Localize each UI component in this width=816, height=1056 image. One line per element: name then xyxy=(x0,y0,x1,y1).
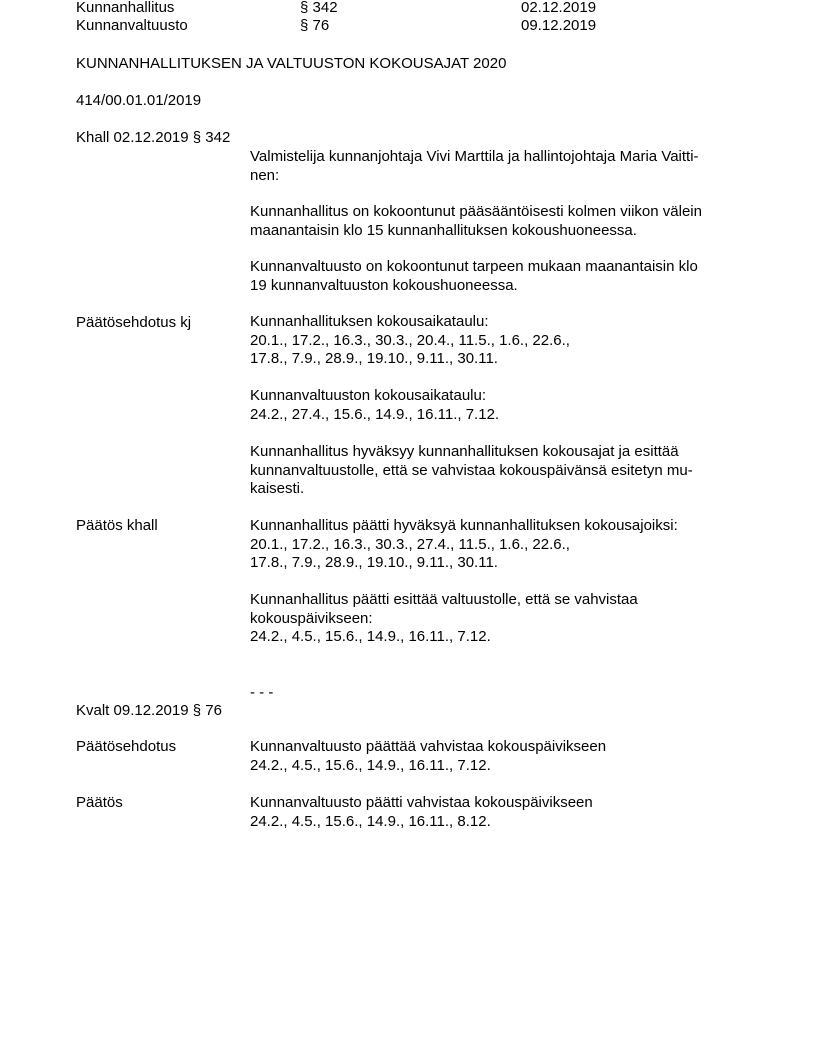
text-line: 17.8., 7.9., 28.9., 19.10., 9.11., 30.11. xyxy=(250,350,498,367)
proposal-paragraph xyxy=(250,443,740,499)
khall-reference: Khall 02.12.2019 § 342 xyxy=(76,129,231,146)
text-line: Kunnanvaltuusto päättää vahvistaa kokouspäivikseen xyxy=(250,738,607,755)
text-line: kunnanvaltuustolle, että se vahvistaa kokouspäivänsä esitetyn mu- xyxy=(250,461,693,479)
text-line: 24.2., 4.5., 15.6., 14.9., 16.11., 7.12. xyxy=(250,756,491,774)
text-line: nen: xyxy=(250,166,280,184)
decision-paragraph xyxy=(250,591,740,647)
decision-paragraph xyxy=(250,794,740,831)
proposal-paragraph xyxy=(250,313,740,369)
header-body-name: Kunnanhallitus xyxy=(76,0,175,16)
text-line: kokouspäivikseen: xyxy=(250,609,373,627)
header-section-number: § 76 xyxy=(300,17,330,34)
section-label-decision-khall: Päätös khall xyxy=(76,517,158,534)
proposal-paragraph xyxy=(250,387,740,424)
text-line: Kunnanhallitus hyväksyy kunnanhallituksen kokousajat ja esittää xyxy=(250,443,679,460)
diary-number: 414/00.01.01/2019 xyxy=(76,92,202,109)
text-line: 24.2., 4.5., 15.6., 14.9., 16.11., 8.12. xyxy=(250,812,491,830)
text-line: maanantaisin klo 15 kunnanhallituksen kokoushuoneessa. xyxy=(250,221,637,239)
text-line: Valmistelija kunnanjohtaja Vivi Marttila ja hallintojohtaja Maria Vaitti- xyxy=(250,148,699,165)
header-body-name: Kunnanvaltuusto xyxy=(76,17,188,34)
preparation-paragraph xyxy=(250,203,740,240)
text-line: 17.8., 7.9., 28.9., 19.10., 9.11., 30.11. xyxy=(250,554,498,571)
section-separator: - - - xyxy=(250,684,274,701)
section-label-decision: Päätös xyxy=(76,794,123,811)
proposal-paragraph xyxy=(250,738,740,775)
text-line: Kunnanhallitus päätti esittää valtuustolle, että se vahvistaa xyxy=(250,591,638,608)
text-line: Kunnanvaltuuston kokousaikataulu: xyxy=(250,387,487,404)
text-line: Kunnanhallitus päätti hyväksyä kunnanhallituksen kokousajoiksi: xyxy=(250,517,678,534)
header-section-number: § 342 xyxy=(300,0,338,16)
text-line: Kunnanhallituksen kokousaikataulu: xyxy=(250,313,489,330)
header-meeting-date: 02.12.2019 xyxy=(521,0,597,16)
text-line: 20.1., 17.2., 16.3., 30.3., 20.4., 11.5., 1.6., 22.6., xyxy=(250,331,570,349)
text-line: 19 kunnanvaltuuston kokoushuoneessa. xyxy=(250,276,518,294)
section-label-proposal: Päätösehdotus xyxy=(76,738,177,755)
text-line: Kunnanhallitus on kokoontunut pääsääntöisesti kolmen viikon välein xyxy=(250,203,702,220)
text-line: 24.2., 4.5., 15.6., 14.9., 16.11., 7.12. xyxy=(250,628,491,645)
kvalt-reference: Kvalt 09.12.2019 § 76 xyxy=(76,702,222,719)
decision-paragraph xyxy=(250,517,740,573)
text-line: Kunnanvaltuusto on kokoontunut tarpeen mukaan maanantaisin klo xyxy=(250,258,698,275)
text-line: 24.2., 27.4., 15.6., 14.9., 16.11., 7.12. xyxy=(250,405,500,423)
text-line: 20.1., 17.2., 16.3., 30.3., 27.4., 11.5., 1.6., 22.6., xyxy=(250,535,570,553)
preparation-paragraph xyxy=(250,148,740,185)
header-meeting-date: 09.12.2019 xyxy=(521,17,597,34)
section-label-proposal-kj: Päätösehdotus kj xyxy=(76,314,192,331)
text-line: Kunnanvaltuusto päätti vahvistaa kokouspäivikseen xyxy=(250,794,593,811)
text-line: kaisesti. xyxy=(250,480,305,497)
page-title: KUNNANHALLITUKSEN JA VALTUUSTON KOKOUSAJAT 2020 xyxy=(76,55,507,72)
preparation-paragraph xyxy=(250,258,740,295)
